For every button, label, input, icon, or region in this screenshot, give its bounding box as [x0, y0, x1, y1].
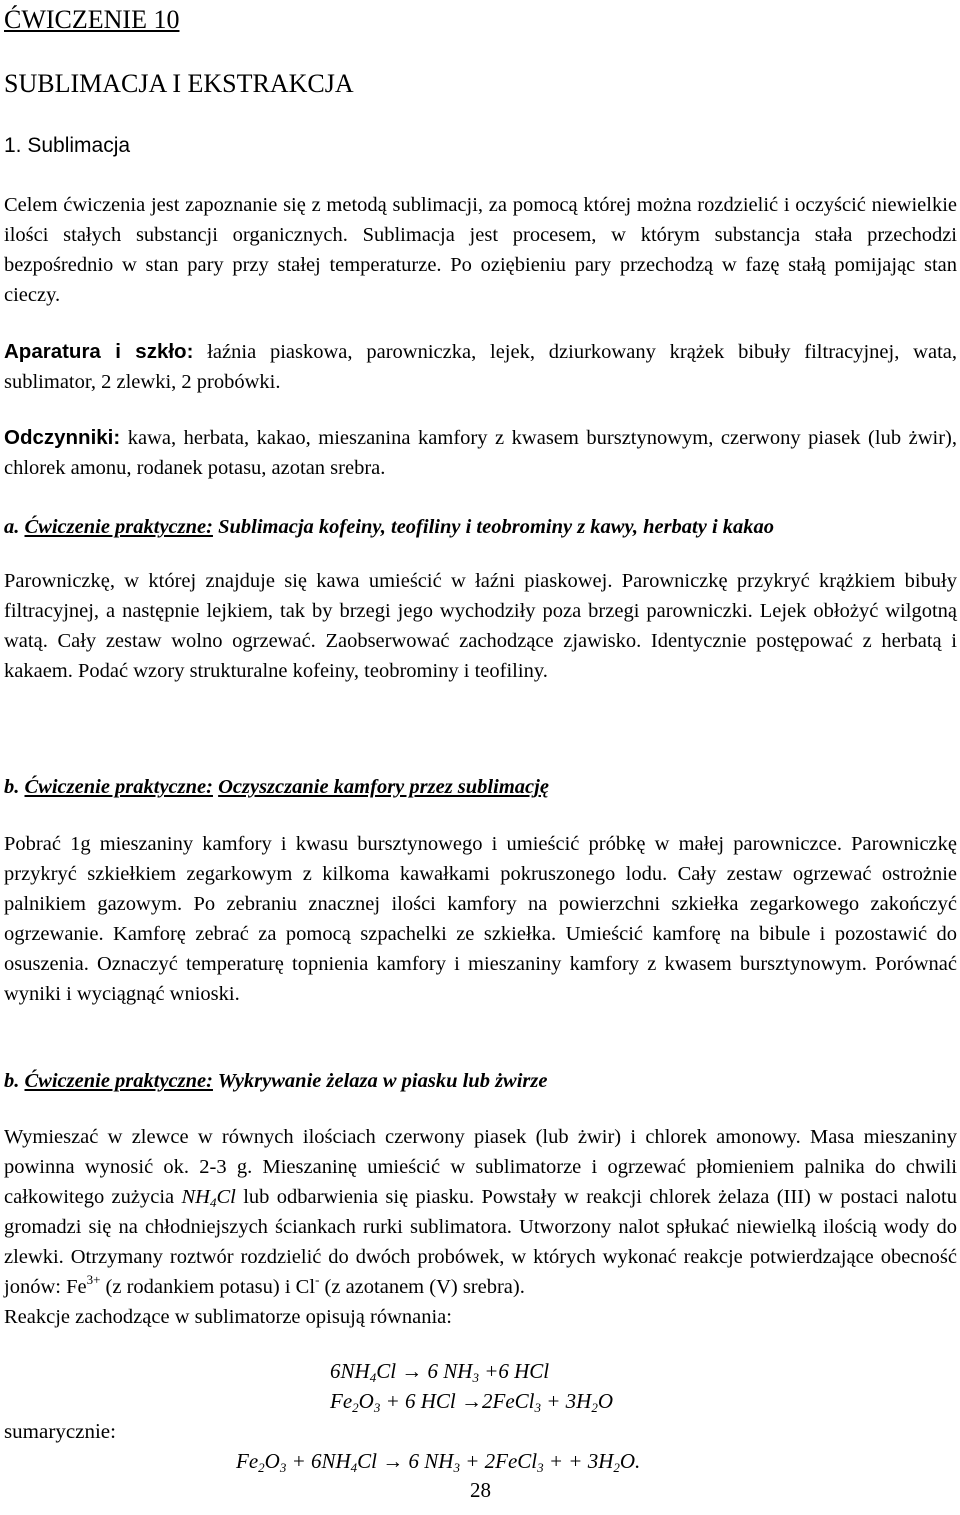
equation-1: $6NH_4Cl \to 6$ $NH_3 +6$ HCl — [330, 1359, 550, 1385]
exercise-a-paragraph: Parowniczkę, w której znajduje się kawa umieścić w łaźni piaskowej. Parowniczkę przykryć krążkiem bibuły filtracyjnej, a następnie lejkiem, tak by brzegi jego wychodziły poza brzegi parowniczki. Lejek obłożyć wilgotną watą. Cały zestaw wolno ogrzewać. Zaobserwować zachodzące zjawisko. Identycznie postępować z herbatą i kakaem. Podać wzory strukturalne kofeiny, teobrominy i teofiliny. — [4, 570, 957, 682]
arrow-icon: → — [382, 1449, 404, 1473]
exercise-a-title: Sublimacja kofeiny, teofiliny i teobrominy z kawy, herbaty i kakao — [212, 516, 775, 538]
exercise-b2-paragraph: Wymieszać w zlewce w równych ilościach czerwony piasek (lub żwir) i chlorek amonowy. Masa mieszaniny powinna wynosić ok. 2-3 g. Mieszaninę umieścić w sublimatorze i ogrzewać płomieniem palnika do chwili całkowitego zużycia $NH_4Cl$ lub odbarwienia się piasku. Powstały w reakcji chlorek żelaza (III) w postaci nalotu gromadzi się na chłodniejszych ściankach rurki sublimatora. Utworzony nalot spłukać niewielką ilością wody do zlewki. Otrzymany roztwór rozdzielić do dwóch probówek, w których wykonać reakcje potwierdzające obecność jonów: $Fe^{3+}$ (z rodankiem potasu) i Cl- (z azotanem (V) srebra). Reakcje zachodzące w sublimatorze opisują równania: — [4, 1126, 957, 1328]
page-subtitle: SUBLIMACJA I EKSTRAKCJA — [4, 69, 354, 98]
page-title: ĆWICZENIE 10 — [4, 5, 180, 34]
exercise-b2-title: Wykrywanie żelaza w piasku lub żwirze — [212, 1070, 548, 1092]
exercise-b2-heading — [4, 1066, 957, 1096]
section-heading-sublimation: 1. Sublimacja — [4, 134, 131, 157]
exercise-a-prefix: a. — [4, 516, 25, 538]
exercise-b1-label: Ćwiczenie praktyczne: — [24, 776, 213, 798]
exercise-b1-prefix: b. — [4, 776, 25, 798]
arrow-icon: → — [401, 1359, 423, 1383]
reagents-paragraph — [4, 423, 957, 483]
reagents-text: kawa, herbata, kakao, mieszanina kamfory z kwasem bursztynowym, czerwony piasek (lub żwir), chlorek amonu, rodanek potasu, azotan srebra. — [4, 427, 957, 479]
summary-label: sumarycznie: — [4, 1419, 116, 1443]
arrow-icon: → — [461, 1389, 483, 1413]
exercise-b2-label: Ćwiczenie praktyczne: — [24, 1070, 213, 1092]
exercise-b1-paragraph: Pobrać 1g mieszaniny kamfory i kwasu bursztynowego i umieścić próbkę w małej parowniczce. Parowniczkę przykryć szkiełkiem zegarkowym z kilkoma kawałkami pokruszonego lodu. Cały zestaw ogrzewać ostrożnie palnikiem gazowym. Po zebraniu znacznej ilości kamfory na powierzchni szkiełka zegarkowego zakończyć ogrzewanie. Kamforę zebrać za pomocą szpachelki ze szkiełka. Umieścić kamforę na bibule i pozostawić do osuszenia. Oznaczyć temperaturę topnienia kamfory i mieszaniny kamfory z kwasem bursztynowym. Porównać wyniki i wyciągnąć wnioski. — [4, 833, 957, 1005]
cl-charge: - — [315, 1272, 320, 1287]
fe-charge: 3+ — [86, 1272, 101, 1287]
exercise-a-heading — [4, 512, 957, 542]
apparatus-paragraph — [4, 337, 957, 397]
intro-paragraph: Celem ćwiczenia jest zapoznanie się z metodą sublimacji, za pomocą której można rozdzielić i oczyścić niewielkie ilości stałych substancji organicznych. Sublimacja jest procesem, w którym substancja stała przechodzi bezpośrednio w stan pary przy stałej temperaturze. Po oziębieniu pary przechodzą w fazę stałą pomijając stan cieczy. — [4, 194, 957, 306]
page-number: 28 — [470, 1478, 491, 1502]
apparatus-text: łaźnia piaskowa, parowniczka, lejek, dziurkowany krążek bibuły filtracyjnej, wata, sublimator, 2 zlewki, 2 probówki. — [4, 341, 957, 393]
reactions-intro: Reakcje zachodzące w sublimatorze opisują równania: — [4, 1306, 452, 1328]
exercise-b2-prefix: b. — [4, 1070, 25, 1092]
apparatus-label: Aparatura i szkło: — [4, 340, 194, 363]
equation-summary: $Fe_2O_3 + 6NH_4Cl \to 6$ $NH_3$ + 2FeCl$_3$ + + $3H_2O$. — [236, 1449, 641, 1475]
nh4cl-formula: $NH_4Cl$ — [181, 1186, 236, 1210]
equation-2: $Fe_2O_3 + 6$ HCl →2FeCl$_3$ + $3H_2O$ — [330, 1389, 614, 1415]
exercise-b1-heading — [4, 772, 957, 802]
reagents-label: Odczynniki: — [4, 426, 121, 449]
exercise-a-label: Ćwiczenie praktyczne: — [24, 516, 213, 538]
exercise-b1-title: Oczyszczanie kamfory przez sublimację — [218, 776, 549, 798]
